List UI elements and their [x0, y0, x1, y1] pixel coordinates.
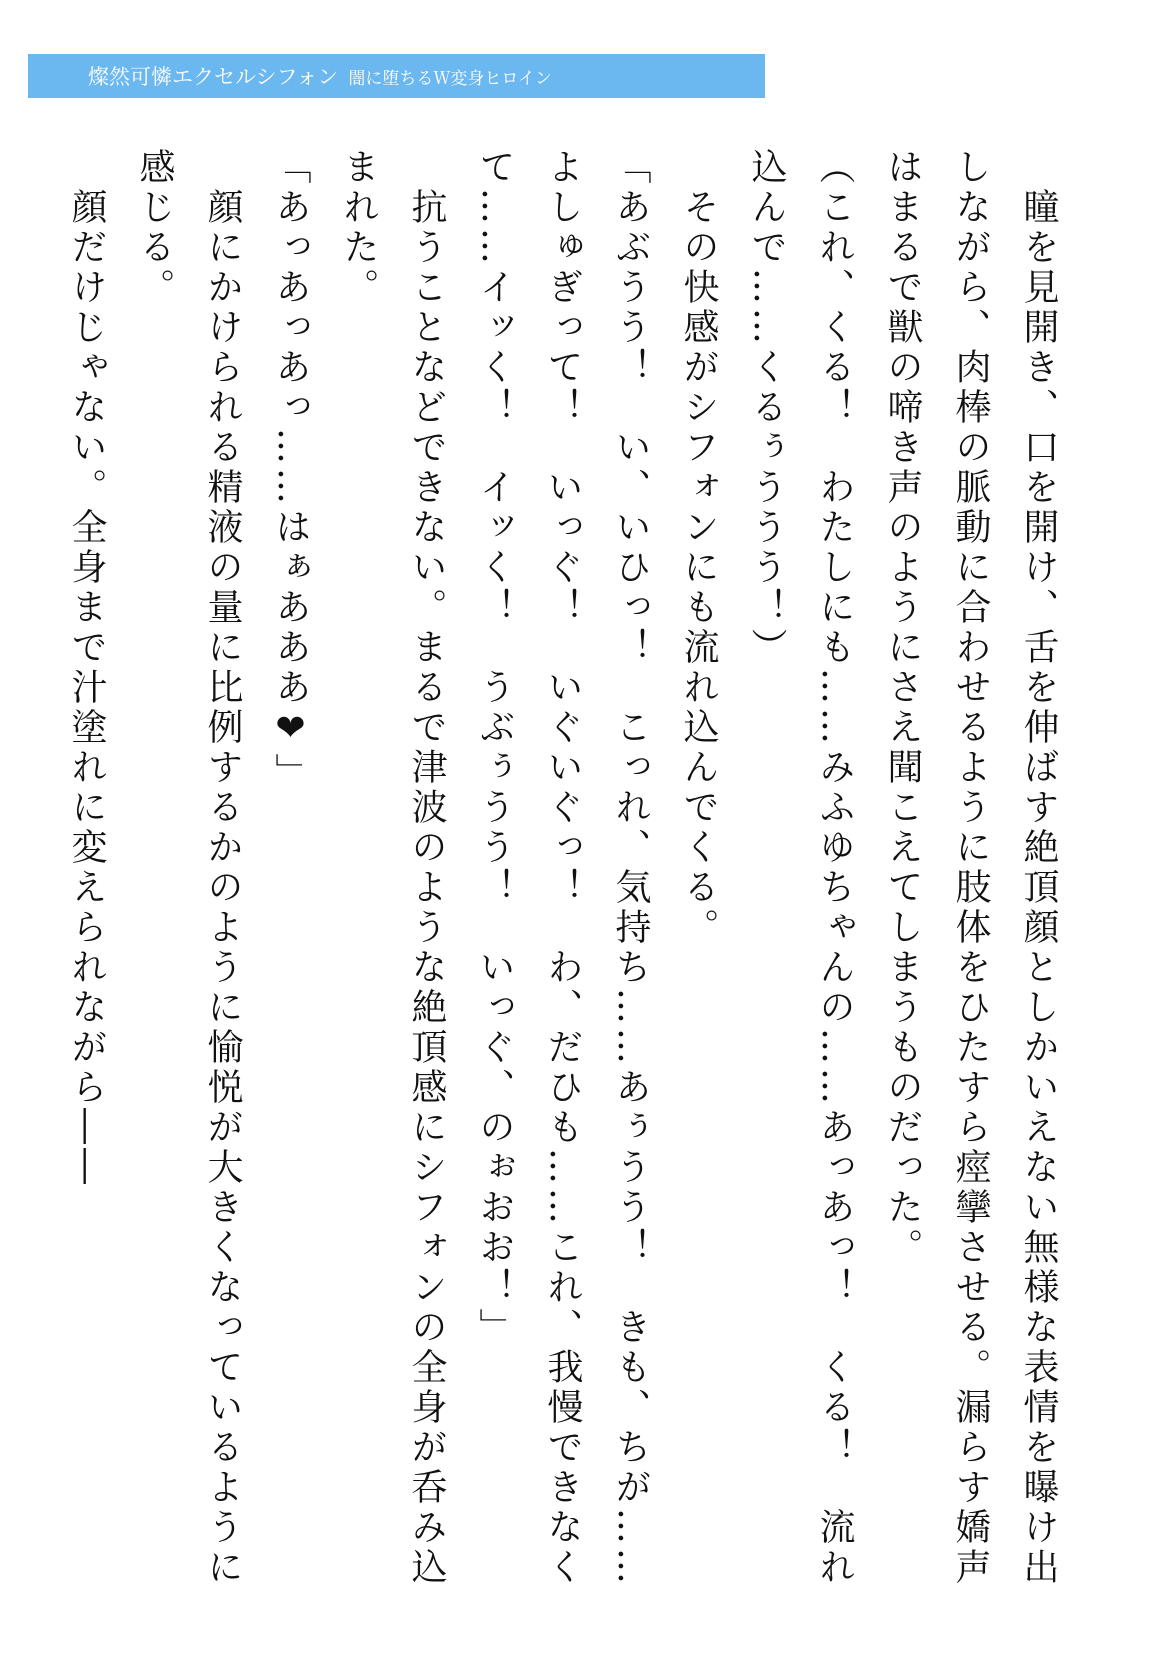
paragraph: 「あっあっあっ……はぁあああ❤」 [270, 148, 311, 793]
paragraph: 顔だけじゃない。全身まで汁塗れに変えられながら―― [66, 148, 107, 1188]
paragraph: その快感がシフォンにも流れ込んでくる。 [678, 148, 719, 948]
running-header [28, 54, 765, 98]
book-subtitle: 闇に堕ちるＷ変身ヒロイン [348, 68, 552, 89]
paragraph: （これ、くる！ わたしにも……みふゆちゃんの……あっあっ！ くる！ 流れ込んで……くるぅううう！） [746, 148, 855, 1588]
paragraph: 瞳を見開き、口を開け、舌を伸ばす絶頂顔としかいえない無様な表情を曝け出しながら、肉棒の脈動に合わせるように肢体をひたすら痙攣させる。漏らす嬌声はまるで獣の啼き声のようにさえ聞こえてしまうものだった。 [882, 148, 1059, 1588]
paragraph: 「あぶうう！ い、いひっ！ こっれ、気持ち……あぅうう！ きも、ちが……よしゅぎって！ いっぐ！ いぐいぐっ！ わ、だひも……これ、我慢できなくて……イッく！ イッく！ うぶぅうう！ いっぐ、のぉおお！」 [474, 148, 651, 1588]
vertical-body-text [52, 148, 1072, 1598]
paragraph: 顔にかけられる精液の量に比例するかのように愉悦が大きくなっているように感じる。 [134, 148, 243, 1588]
paragraph: 抗うことなどできない。まるで津波のような絶頂感にシフォンの全身が呑み込まれた。 [338, 148, 447, 1588]
book-title: 燦然可憐エクセルシフォン [88, 65, 339, 89]
